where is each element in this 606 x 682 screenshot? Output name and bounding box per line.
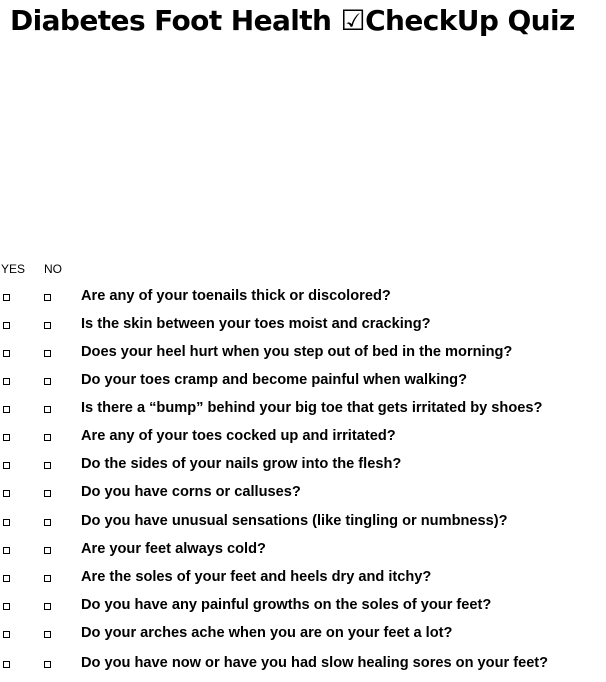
question-text: Are your feet always cold? bbox=[81, 541, 266, 557]
no-checkbox[interactable] bbox=[44, 661, 51, 668]
question-text: Is the skin between your toes moist and cracking? bbox=[81, 316, 431, 332]
no-checkbox[interactable] bbox=[44, 322, 51, 329]
title-text-start: Diabetes Foot Health bbox=[10, 4, 341, 37]
question-row bbox=[0, 596, 606, 624]
no-checkbox[interactable] bbox=[44, 631, 51, 638]
question-row bbox=[0, 455, 606, 483]
no-checkbox[interactable] bbox=[44, 294, 51, 301]
no-checkbox[interactable] bbox=[44, 603, 51, 610]
question-row bbox=[0, 315, 606, 343]
yes-checkbox[interactable] bbox=[3, 462, 10, 469]
no-checkbox[interactable] bbox=[44, 519, 51, 526]
question-row bbox=[0, 427, 606, 455]
yes-checkbox[interactable] bbox=[3, 661, 10, 668]
no-column-header: NO bbox=[44, 262, 62, 276]
question-text: Do you have unusual sensations (like tingling or numbness)? bbox=[81, 513, 508, 529]
yes-checkbox[interactable] bbox=[3, 406, 10, 413]
question-text: Do your arches ache when you are on your feet a lot? bbox=[81, 625, 453, 641]
yes-checkbox[interactable] bbox=[3, 547, 10, 554]
quiz-title bbox=[10, 2, 606, 40]
checkbox-checked-icon: ☑ bbox=[340, 4, 366, 37]
yes-checkbox[interactable] bbox=[3, 490, 10, 497]
question-text: Do you have corns or calluses? bbox=[81, 484, 301, 500]
no-checkbox[interactable] bbox=[44, 462, 51, 469]
question-text: Are the soles of your feet and heels dry and itchy? bbox=[81, 569, 432, 585]
yes-checkbox[interactable] bbox=[3, 294, 10, 301]
question-text: Does your heel hurt when you step out of bed in the morning? bbox=[81, 344, 513, 360]
no-checkbox[interactable] bbox=[44, 547, 51, 554]
question-text: Do you have now or have you had slow healing sores on your feet? bbox=[81, 655, 549, 671]
question-row bbox=[0, 624, 606, 652]
question-text: Are any of your toes cocked up and irritated? bbox=[81, 428, 396, 444]
yes-checkbox[interactable] bbox=[3, 322, 10, 329]
yes-checkbox[interactable] bbox=[3, 350, 10, 357]
question-text: Do you have any painful growths on the soles of your feet? bbox=[81, 597, 492, 613]
no-checkbox[interactable] bbox=[44, 575, 51, 582]
no-checkbox[interactable] bbox=[44, 434, 51, 441]
no-checkbox[interactable] bbox=[44, 378, 51, 385]
yes-checkbox[interactable] bbox=[3, 575, 10, 582]
yes-checkbox[interactable] bbox=[3, 434, 10, 441]
yes-checkbox[interactable] bbox=[3, 378, 10, 385]
yes-checkbox[interactable] bbox=[3, 603, 10, 610]
question-row bbox=[0, 483, 606, 511]
question-row bbox=[0, 343, 606, 371]
question-row bbox=[0, 399, 606, 427]
question-row bbox=[0, 654, 606, 682]
yes-checkbox[interactable] bbox=[3, 519, 10, 526]
yes-column-header: YES bbox=[1, 262, 26, 276]
question-row bbox=[0, 540, 606, 568]
no-checkbox[interactable] bbox=[44, 350, 51, 357]
title-text-end: CheckUp Quiz bbox=[365, 4, 575, 37]
question-text: Is there a “bump” behind your big toe that gets irritated by shoes? bbox=[81, 400, 543, 416]
question-row bbox=[0, 512, 606, 540]
question-text: Do the sides of your nails grow into the flesh? bbox=[81, 456, 402, 472]
question-text: Do your toes cramp and become painful when walking? bbox=[81, 372, 467, 388]
no-checkbox[interactable] bbox=[44, 406, 51, 413]
question-row bbox=[0, 287, 606, 315]
question-row bbox=[0, 371, 606, 399]
yes-checkbox[interactable] bbox=[3, 631, 10, 638]
question-row bbox=[0, 568, 606, 596]
no-checkbox[interactable] bbox=[44, 490, 51, 497]
question-text: Are any of your toenails thick or discolored? bbox=[81, 288, 391, 304]
